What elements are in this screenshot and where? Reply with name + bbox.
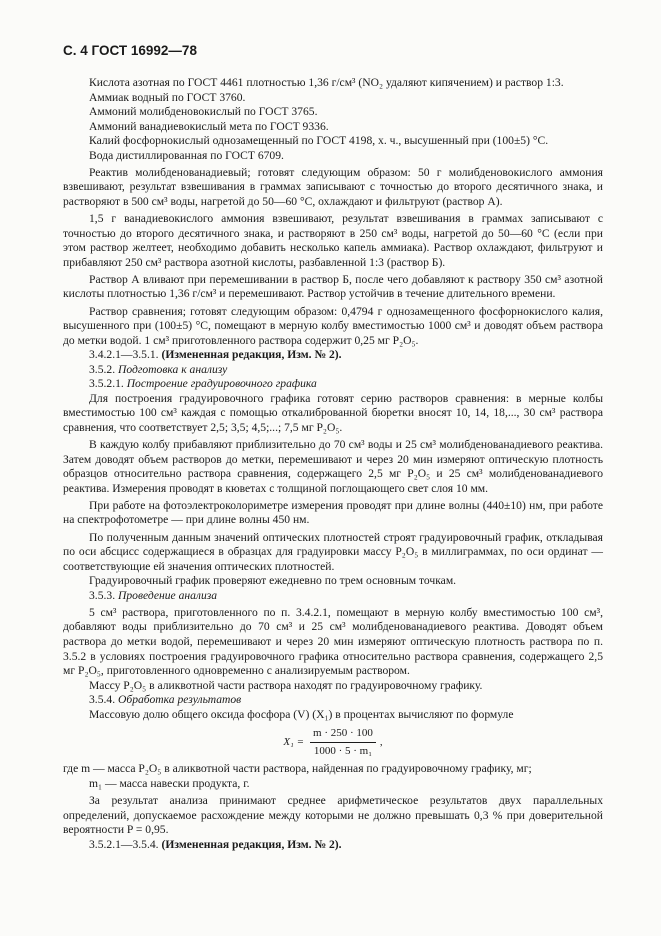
paragraph-text: Кислота азотная по ГОСТ 4461 плотностью 1,36 г/см³ (NO₂ удаляют кипячением) и раствор 1:3. — [89, 76, 564, 89]
paragraph-legend-m — [63, 762, 603, 777]
formula-legend — [63, 762, 603, 791]
clause-number: 3.4.2.1—3.5.1. — [89, 348, 162, 362]
paragraph-text: 5 см³ раствора, приготовленного по п. 3.4.2.1, помещают в мерную колбу вместимостью 100 см³, добавляют воды приблизительно до 70 см³ и 25 см³ молибденованадиевого реактива. Доводят объем раствора до метки водой, перемешивают и через 20 мин измеряют оптическую плотность раствора по п. 3.5.2 в условиях построения градуировочного графика относительно раствора сравнения, содержащего 2,5 мг P₂O₅, приготовленного одновременно с анализируемым раствором. — [63, 605, 603, 678]
clause-title: Подготовка к анализу — [117, 362, 228, 376]
paragraph-check-graph — [63, 574, 603, 589]
paragraph-find-mass — [63, 679, 603, 694]
clause-number: 3.5.2.1—3.5.4. — [89, 837, 162, 851]
formula — [63, 722, 603, 762]
paragraph-text: Раствор А вливают при перемешивании в раствор Б, после чего добавляют к раствору 350 см³ азотной кислоты плотностью 1,36 г/см³ и перемешивают. Раствор устойчив в течение длительного времени. — [63, 272, 603, 301]
page-header: С. 4 ГОСТ 16992—78 — [63, 43, 197, 58]
paragraph-plot-graph — [63, 531, 603, 575]
paragraph-text: В каждую колбу прибавляют приблизительно до 70 см³ воды и 25 см³ молибденованадиевого реактива. Затем доводят объем растворов до метки, перемешивают и через 20 мин измеряют оптическую плотность образцов относительно раствора сравнения, содержащего 2,5 мг P₂O₅ и 25 см³ молибденованадиевого реактива. Измерения проводят в кюветах с толщиной поглощающего свет слоя 10 мм. — [63, 438, 603, 495]
document-body — [63, 76, 603, 852]
paragraph-result-statement — [63, 794, 603, 838]
formula-fraction — [310, 726, 376, 758]
paragraph-reagent-2 — [63, 91, 603, 106]
body-paragraphs — [63, 76, 603, 722]
paragraph-text: Калий фосфорнокислый однозамещенный по ГОСТ 4198, х. ч., высушенный при (100±5) °С. — [89, 134, 549, 148]
paragraph-text: За результат анализа принимают среднее арифметическое результатов двух параллельных определений, допускаемое расхождение между которыми не должно превышать 0,3 % при доверительной вероятности P = 0,95. — [63, 793, 603, 837]
paragraph-legend-m1 — [63, 777, 603, 792]
paragraph-calibration-procedure — [63, 438, 603, 496]
clause-number: 3.5.4. — [89, 693, 118, 707]
paragraph-text: Вода дистиллированная по ГОСТ 6709. — [89, 148, 284, 162]
clause-title: Проведение анализа — [117, 588, 218, 602]
paragraph-reagent-1 — [63, 76, 603, 91]
formula-numerator: m · 250 · 100 — [310, 726, 376, 743]
paragraph-solution-b — [63, 212, 603, 270]
paragraph-text: где m — масса P₂O₅ в аликвотной части раствора, найденная по градуировочному графику, мг; — [63, 762, 532, 776]
paragraph-text: Раствор сравнения; готовят следующим образом: 0,4794 г однозамещенного фосфорнокислого калия, высушенного при (100±5) °С, помещают в мерную колбу вместимостью 1000 см³ и доводят объем раствора до метки водой. 1 см³ приготовленного раствора содержит 0,25 мг P₂O₅. — [63, 304, 603, 347]
closing-paragraphs — [63, 794, 603, 852]
clause-number: 3.5.2. — [89, 362, 118, 376]
clause-number: 3.5.2.1. — [89, 377, 127, 391]
paragraph-reference-solution — [63, 305, 603, 349]
paragraph-text: По полученным данным значений оптических плотностей строят градуировочный график, откладывая по оси абсцисс содержащиеся в образцах для градуировки массу P₂O₅ в миллиграммах, по оси ординат — соответствующие ей значения оптических плотностей. — [63, 530, 603, 573]
paragraph-clause-354 — [63, 693, 603, 708]
paragraph-reagent-6 — [63, 149, 603, 164]
paragraph-text: Градуировочный график проверяют ежедневно по трем основным точкам. — [89, 574, 457, 588]
clause-number: 3.5.3. — [89, 588, 118, 602]
formula-denominator: 1000 · 5 · m₁ — [313, 744, 373, 757]
paragraph-text: Реактив молибденованадиевый; готовят следующим образом: 50 г молибденовокислого аммония взвешивают, результат взвешивания в граммах записывают с точностью до второго десятичного знака, и растворяют в 500 см³ воды, нагретой до 50—60 °С, охлаждают и фильтруют (раствор А). — [63, 165, 603, 208]
paragraph-text: Аммиак водный по ГОСТ 3760. — [89, 90, 246, 104]
paragraph-text: Аммоний ванадиевокислый мета по ГОСТ 9336. — [89, 119, 329, 133]
paragraph-analysis-procedure — [63, 606, 603, 679]
paragraph-clause-352 — [63, 363, 603, 378]
paragraph-text: Массу P₂O₅ в аликвотной части раствора находят по градуировочному графику. — [89, 678, 483, 692]
paragraph-amendment-1 — [63, 348, 603, 363]
paragraph-mixing — [63, 273, 603, 302]
paragraph-text: Массовую долю общего оксида фосфора (V) (X₁) в процентах вычисляют по формуле — [89, 707, 514, 721]
paragraph-text: Аммоний молибденовокислый по ГОСТ 3765. — [89, 105, 318, 119]
paragraph-text: Для построения градуировочного графика готовят серию растворов сравнения: в мерные колбы вместимостью 100 см³ каждая с помощью откалиброванной бюретки вносят 10, 14, 18,..., 30 см³ раствора сравнения, что соответствует 2,5; 3,5; 4,5;...; 7,5 мг P₂O₅. — [63, 391, 603, 434]
clause-title: Обработка результатов — [117, 693, 242, 707]
paragraph-text: m₁ — масса навески продукта, г. — [89, 776, 250, 790]
paragraph-text: 1,5 г ванадиевокислого аммония взвешивают, результат взвешивания в граммах записывают с точностью до второго десятичного знака, и растворяют в 250 см³ воды, нагретой до 50—60 °С (если при этом раствор желтеет, необходимо добавить несколько капель аммиака). Раствор охлаждают, фильтруют и прибавляют 250 см³ раствора азотной кислоты, разбавленной 1:3 (раствор Б). — [63, 212, 603, 269]
paragraph-reagent-molybdovanadate — [63, 166, 603, 210]
amendment-note: (Измененная редакция, Изм. № 2). — [161, 348, 342, 362]
paragraph-calibration-series — [63, 392, 603, 436]
paragraph-reagent-4 — [63, 120, 603, 135]
paragraph-reagent-5 — [63, 134, 603, 149]
paragraph-text: При работе на фотоэлектроколориметре измерения проводят при длине волны (440±10) нм, при работе на спектрофотометре — при длине волны 450 нм. — [63, 498, 603, 527]
paragraph-wavelength — [63, 499, 603, 528]
paragraph-clause-3521 — [63, 377, 603, 392]
formula-tail: , — [379, 735, 383, 748]
amendment-note: (Измененная редакция, Изм. № 2). — [161, 837, 342, 851]
paragraph-amendment-2 — [63, 838, 603, 853]
formula-lhs: X₁ = — [283, 735, 305, 748]
paragraph-formula-intro — [63, 708, 603, 723]
paragraph-reagent-3 — [63, 105, 603, 120]
clause-title: Построение градуировочного графика — [126, 377, 317, 391]
paragraph-clause-353 — [63, 589, 603, 604]
